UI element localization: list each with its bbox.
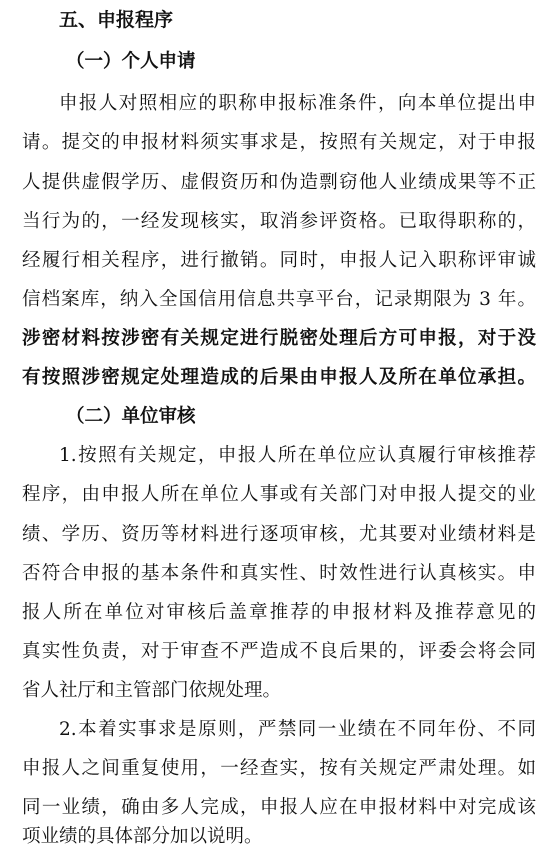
paragraph-line: 申报人对照相应的职称申报标准条件，向本单位提出申	[59, 93, 536, 114]
paragraph-line: 1.按照有关规定，申报人所在单位应认真履行审核推荐	[59, 445, 536, 466]
paragraph-line: 人提供虚假学历、虚假资历和伪造剽窃他人业绩成果等不正	[22, 172, 536, 193]
bold-notice-line: 涉密材料按涉密有关规定进行脱密处理后方可申报，对于没	[22, 328, 536, 349]
paragraph-line: 申报人之间重复使用，一经查实，按有关规定严肃处理。如	[22, 758, 536, 779]
section-heading: 五、申报程序	[59, 9, 174, 31]
paragraph-line: 请。提交的申报材料须实事求是，按照有关规定，对于申报	[22, 132, 536, 153]
paragraph-line: 经履行相关程序，进行撤销。同时，申报人记入职称评审诚	[22, 250, 536, 271]
paragraph-line: 真实性负责，对于审查不严造成不良后果的，评委会将会同	[22, 641, 536, 662]
paragraph-line: 同一业绩，确由多人完成，申报人应在申报材料中对完成该	[22, 797, 536, 818]
paragraph-line: 否符合申报的基本条件和真实性、时效性进行认真核实。申	[22, 563, 536, 584]
subsection-heading-individual: （一）个人申请	[66, 51, 196, 72]
paragraph-line: 项业绩的具体部分加以说明。	[22, 826, 263, 847]
paragraph-line: 当行为的，一经发现核实，取消参评资格。已取得职称的，	[22, 211, 536, 232]
paragraph-line: 程序，由申报人所在单位人事或有关部门对申报人提交的业	[22, 484, 536, 505]
bold-notice-line: 有按照涉密规定处理造成的后果由申报人及所在单位承担。	[22, 367, 536, 388]
paragraph-line: 绩、学历、资历等材料进行逐项审核，尤其要对业绩材料是	[22, 524, 536, 545]
subsection-heading-unit-review: （二）单位审核	[66, 406, 196, 427]
paragraph-line: 省人社厅和主管部门依规处理。	[22, 680, 282, 701]
paragraph-line: 2.本着实事求是原则，严禁同一业绩在不同年份、不同	[59, 719, 536, 740]
paragraph-line: 信档案库，纳入全国信用信息共享平台，记录期限为 3 年。	[22, 289, 536, 310]
paragraph-line: 报人所在单位对审核后盖章推荐的申报材料及推荐意见的	[22, 602, 536, 623]
